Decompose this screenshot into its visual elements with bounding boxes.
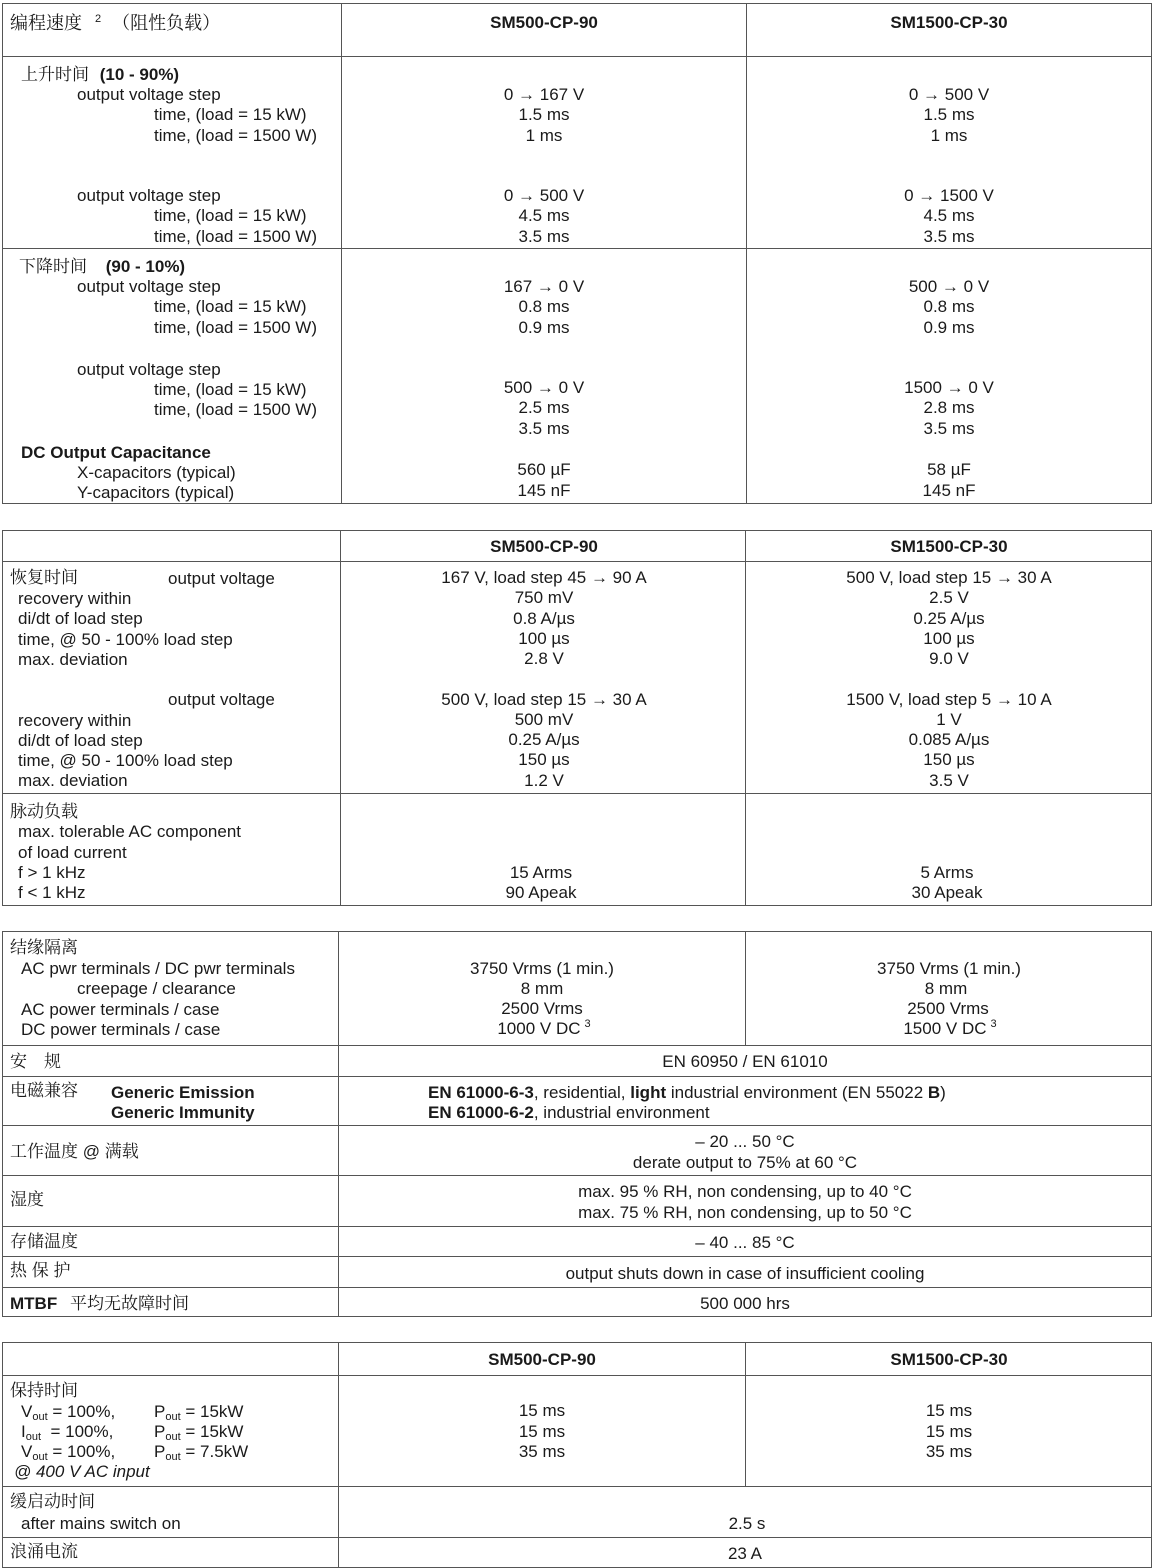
value-cell: 8 mm bbox=[924, 979, 968, 998]
output-voltage-label: output voltage bbox=[168, 690, 275, 709]
value-cell: 150 µs bbox=[923, 750, 975, 769]
value-cell: 15 ms bbox=[925, 1422, 973, 1441]
insulation-label: 结缘隔离 bbox=[10, 938, 78, 957]
value-cell: 1 ms bbox=[525, 126, 563, 145]
value-cell: 2.8 V bbox=[524, 649, 564, 668]
time-load-step-label: time, @ 50 - 100% load step bbox=[18, 751, 233, 770]
value-cell: 15 Arms bbox=[509, 863, 573, 882]
value-cell: 35 ms bbox=[518, 1442, 566, 1461]
footnote-marker: 3 bbox=[990, 1018, 997, 1030]
value-cell: 23 A bbox=[727, 1544, 763, 1563]
value-cell: derate output to 75% at 60 °C bbox=[632, 1153, 858, 1172]
value-cell: 2500 Vrms bbox=[907, 999, 989, 1018]
value-cell: 1 ms bbox=[930, 126, 968, 145]
value-cell: 145 nF bbox=[517, 481, 571, 500]
value-cell: 500 → 0 V bbox=[503, 378, 585, 397]
pulse-load-label: 脉动负载 bbox=[10, 802, 78, 821]
value-cell: EN 60950 / EN 61010 bbox=[662, 1052, 828, 1071]
value-cell: 5 Arms bbox=[920, 863, 974, 882]
value-cell: 0 → 167 V bbox=[503, 85, 585, 104]
load-1500w-label: time, (load = 1500 W) bbox=[154, 318, 317, 337]
holdup-condition-right: $P_{out} = 7.5kW$ bbox=[154, 1442, 249, 1463]
after-mains-label: after mains switch on bbox=[21, 1514, 181, 1533]
value-cell: 3.5 ms bbox=[923, 227, 975, 246]
value-cell: 0.085 A/µs bbox=[908, 730, 990, 749]
load-1500w-label: time, (load = 1500 W) bbox=[154, 126, 317, 145]
value-cell: 1500 V, load step 5 → 10 A bbox=[846, 690, 1052, 709]
humidity-row bbox=[3, 1175, 1151, 1226]
value-cell: 1500 → 0 V bbox=[904, 378, 994, 397]
value-cell: 3.5 ms bbox=[518, 419, 570, 438]
value-cell: 35 ms bbox=[925, 1442, 973, 1461]
value-cell: 2.5 V bbox=[929, 588, 969, 607]
value-cell: 500 mV bbox=[514, 710, 574, 729]
table-recovery bbox=[2, 530, 1152, 906]
load-15kw-label: time, (load = 15 kW) bbox=[154, 206, 307, 225]
holdup-condition-left: $V_{out} = 100\%$, bbox=[21, 1402, 116, 1423]
value-cell: 4.5 ms bbox=[923, 206, 975, 225]
value-cell: max. 95 % RH, non condensing, up to 40 °C bbox=[578, 1182, 912, 1201]
rise-time-row bbox=[3, 56, 1151, 248]
emc-label: 电磁兼容 bbox=[10, 1081, 78, 1100]
value-cell: 2.5 ms bbox=[518, 398, 570, 417]
didt-label: di/dt of load step bbox=[18, 731, 143, 750]
output-voltage-label: output voltage bbox=[168, 569, 275, 588]
fall-time-label: 下降时间 (90 - 10%) bbox=[19, 257, 186, 276]
generic-immunity-label: Generic Immunity bbox=[111, 1103, 255, 1122]
value-cell: 1.2 V bbox=[524, 771, 564, 790]
safety-label: 安 规 bbox=[10, 1052, 61, 1071]
immunity-standard-text: EN 61000-6-2, industrial environment bbox=[428, 1103, 710, 1122]
generic-emission-label: Generic Emission bbox=[111, 1083, 255, 1102]
value-cell: 0 → 1500 V bbox=[904, 186, 994, 205]
storage-temp-row bbox=[3, 1226, 1151, 1256]
recovery-within-label: recovery within bbox=[18, 589, 132, 608]
soft-start-row bbox=[3, 1486, 1151, 1537]
mtbf-label: MTBF 平均无故障时间 bbox=[10, 1294, 189, 1313]
load-15kw-label: time, (load = 15 kW) bbox=[154, 105, 307, 124]
thermal-protection-row bbox=[3, 1256, 1151, 1287]
value-cell: – 40 ... 85 °C bbox=[695, 1233, 795, 1252]
value-cell: 9.0 V bbox=[929, 649, 969, 668]
holdup-condition-left: $I_{out} = 100\%$, bbox=[21, 1422, 114, 1443]
pulse-load-row bbox=[3, 793, 1151, 905]
inrush-current-label: 浪涌电流 bbox=[10, 1542, 78, 1561]
value-cell: 1 V bbox=[936, 710, 962, 729]
value-cell: 0.25 A/µs bbox=[508, 730, 580, 749]
freq-below-label: f < 1 kHz bbox=[18, 883, 86, 902]
mtbf-row bbox=[3, 1287, 1151, 1316]
value-cell: 500 V, load step 15 → 30 A bbox=[441, 690, 647, 709]
value-cell: 3750 Vrms (1 min.) bbox=[470, 959, 614, 978]
table-header-row bbox=[3, 4, 1151, 56]
value-cell: 2.5 s bbox=[728, 1514, 766, 1533]
value-cell: 0 → 500 V bbox=[908, 85, 990, 104]
step-label: output voltage step bbox=[77, 277, 221, 296]
value-cell: 1000 V DC $^3$ bbox=[497, 1018, 591, 1038]
storage-temp-label: 存储温度 bbox=[10, 1232, 78, 1251]
ac-input-note: @ 400 V AC input bbox=[14, 1462, 150, 1481]
footnote-marker: 3 bbox=[584, 1018, 591, 1030]
holdup-time-label: 保持时间 bbox=[10, 1381, 78, 1400]
value-cell: 0.9 ms bbox=[518, 318, 570, 337]
operating-temp-label: 工作温度 @ 满载 bbox=[10, 1142, 139, 1161]
load-1500w-label: time, (load = 1500 W) bbox=[154, 227, 317, 246]
value-cell: 4.5 ms bbox=[518, 206, 570, 225]
value-cell: 500 V, load step 15 → 30 A bbox=[846, 568, 1052, 587]
time-load-step-label: time, @ 50 - 100% load step bbox=[18, 630, 233, 649]
ac-dc-terminals-label: AC pwr terminals / DC pwr terminals bbox=[21, 959, 295, 978]
value-cell: 3750 Vrms (1 min.) bbox=[877, 959, 1021, 978]
table-header-row bbox=[3, 1343, 1151, 1375]
creepage-label: creepage / clearance bbox=[77, 979, 236, 998]
value-cell: 167 → 0 V bbox=[503, 277, 585, 296]
emission-standard-text: EN 61000-6-3, residential, light industrial environment (EN 55022 B) bbox=[428, 1083, 946, 1102]
value-cell: max. 75 % RH, non condensing, up to 50 °C bbox=[578, 1203, 912, 1222]
value-cell: 15 ms bbox=[518, 1401, 566, 1420]
ac-case-label: AC power terminals / case bbox=[21, 1000, 220, 1019]
holdup-condition-right: $P_{out} = 15kW$ bbox=[154, 1402, 244, 1423]
value-cell: – 20 ... 50 °C bbox=[695, 1132, 795, 1151]
table-header-row bbox=[3, 531, 1151, 561]
freq-above-label: f > 1 kHz bbox=[18, 863, 86, 882]
holdup-time-row bbox=[3, 1375, 1151, 1486]
column-header-model-a: SM500-CP-90 bbox=[488, 1350, 596, 1369]
fall-time-row bbox=[3, 248, 1151, 503]
value-cell: 58 µF bbox=[927, 460, 971, 479]
thermal-protection-label: 热 保 护 bbox=[10, 1261, 71, 1280]
value-cell: 0 → 500 V bbox=[503, 186, 585, 205]
programming-speed-title: 编程速度 $^2$ （阻性负载） bbox=[10, 13, 221, 33]
operating-temp-row bbox=[3, 1125, 1151, 1175]
value-cell: 30 Apeak bbox=[911, 883, 983, 902]
emc-row bbox=[3, 1076, 1151, 1125]
value-cell: 2500 Vrms bbox=[501, 999, 583, 1018]
value-cell: 3.5 ms bbox=[923, 419, 975, 438]
value-cell: 167 V, load step 45 → 90 A bbox=[441, 568, 647, 587]
value-cell: 150 µs bbox=[518, 750, 570, 769]
value-cell: 90 Apeak bbox=[505, 883, 577, 902]
footnote-marker: 2 bbox=[95, 13, 102, 25]
value-cell: 0.8 ms bbox=[923, 297, 975, 316]
value-cell: 8 mm bbox=[520, 979, 564, 998]
value-cell: 500 000 hrs bbox=[700, 1294, 790, 1313]
dc-output-capacitance-label: DC Output Capacitance bbox=[21, 443, 211, 462]
dc-case-label: DC power terminals / case bbox=[21, 1020, 221, 1039]
value-cell: 0.8 A/µs bbox=[513, 609, 575, 628]
value-cell: 100 µs bbox=[923, 629, 975, 648]
value-cell: 2.8 ms bbox=[923, 398, 975, 417]
step-label: output voltage step bbox=[77, 360, 221, 379]
load-15kw-label: time, (load = 15 kW) bbox=[154, 297, 307, 316]
value-cell: 1.5 ms bbox=[923, 105, 975, 124]
recovery-time-row bbox=[3, 561, 1151, 793]
x-capacitors-label: X-capacitors (typical) bbox=[77, 463, 236, 482]
step-label: output voltage step bbox=[77, 186, 221, 205]
column-header-model-b: SM1500-CP-30 bbox=[890, 13, 1008, 32]
holdup-condition-right: $P_{out} = 15kW$ bbox=[154, 1422, 244, 1443]
ac-component-label: max. tolerable AC component bbox=[18, 822, 242, 841]
value-cell: 0.9 ms bbox=[923, 318, 975, 337]
recovery-within-label: recovery within bbox=[18, 711, 132, 730]
holdup-condition-left: $V_{out} = 100\%$, bbox=[21, 1442, 116, 1463]
column-header-model-b: SM1500-CP-30 bbox=[890, 1350, 1008, 1369]
value-cell: 3.5 ms bbox=[518, 227, 570, 246]
value-cell: 15 ms bbox=[518, 1422, 566, 1441]
value-cell: 15 ms bbox=[925, 1401, 973, 1420]
value-cell: 500 → 0 V bbox=[908, 277, 990, 296]
table-holdup bbox=[2, 1342, 1152, 1568]
value-cell: 560 µF bbox=[517, 460, 571, 479]
value-cell: 1.5 ms bbox=[518, 105, 570, 124]
safety-row bbox=[3, 1045, 1151, 1076]
value-cell: 1500 V DC $^3$ bbox=[903, 1018, 997, 1038]
column-header-model-a: SM500-CP-90 bbox=[490, 13, 598, 32]
didt-label: di/dt of load step bbox=[18, 609, 143, 628]
table-programming-speed bbox=[2, 3, 1152, 504]
insulation-row bbox=[3, 932, 1151, 1045]
value-cell: 0.8 ms bbox=[518, 297, 570, 316]
load-1500w-label: time, (load = 1500 W) bbox=[154, 400, 317, 419]
humidity-label: 湿度 bbox=[10, 1190, 44, 1209]
step-label: output voltage step bbox=[77, 85, 221, 104]
column-header-model-a: SM500-CP-90 bbox=[490, 537, 598, 556]
column-header-model-b: SM1500-CP-30 bbox=[890, 537, 1008, 556]
value-cell: 145 nF bbox=[922, 481, 976, 500]
table-general-specs bbox=[2, 931, 1152, 1317]
load-15kw-label: time, (load = 15 kW) bbox=[154, 380, 307, 399]
value-cell: 0.25 A/µs bbox=[913, 609, 985, 628]
recovery-time-label: 恢复时间 bbox=[10, 568, 78, 587]
value-cell: output shuts down in case of insufficient cooling bbox=[565, 1264, 925, 1283]
max-deviation-label: max. deviation bbox=[18, 771, 128, 790]
rise-time-label: 上升时间 (10 - 90%) bbox=[21, 65, 180, 84]
value-cell: 100 µs bbox=[518, 629, 570, 648]
inrush-current-row bbox=[3, 1537, 1151, 1567]
soft-start-label: 缓启动时间 bbox=[10, 1492, 95, 1511]
value-cell: 750 mV bbox=[514, 588, 574, 607]
max-deviation-label: max. deviation bbox=[18, 650, 128, 669]
value-cell: 3.5 V bbox=[929, 771, 969, 790]
load-current-label: of load current bbox=[18, 843, 127, 862]
y-capacitors-label: Y-capacitors (typical) bbox=[77, 483, 235, 502]
